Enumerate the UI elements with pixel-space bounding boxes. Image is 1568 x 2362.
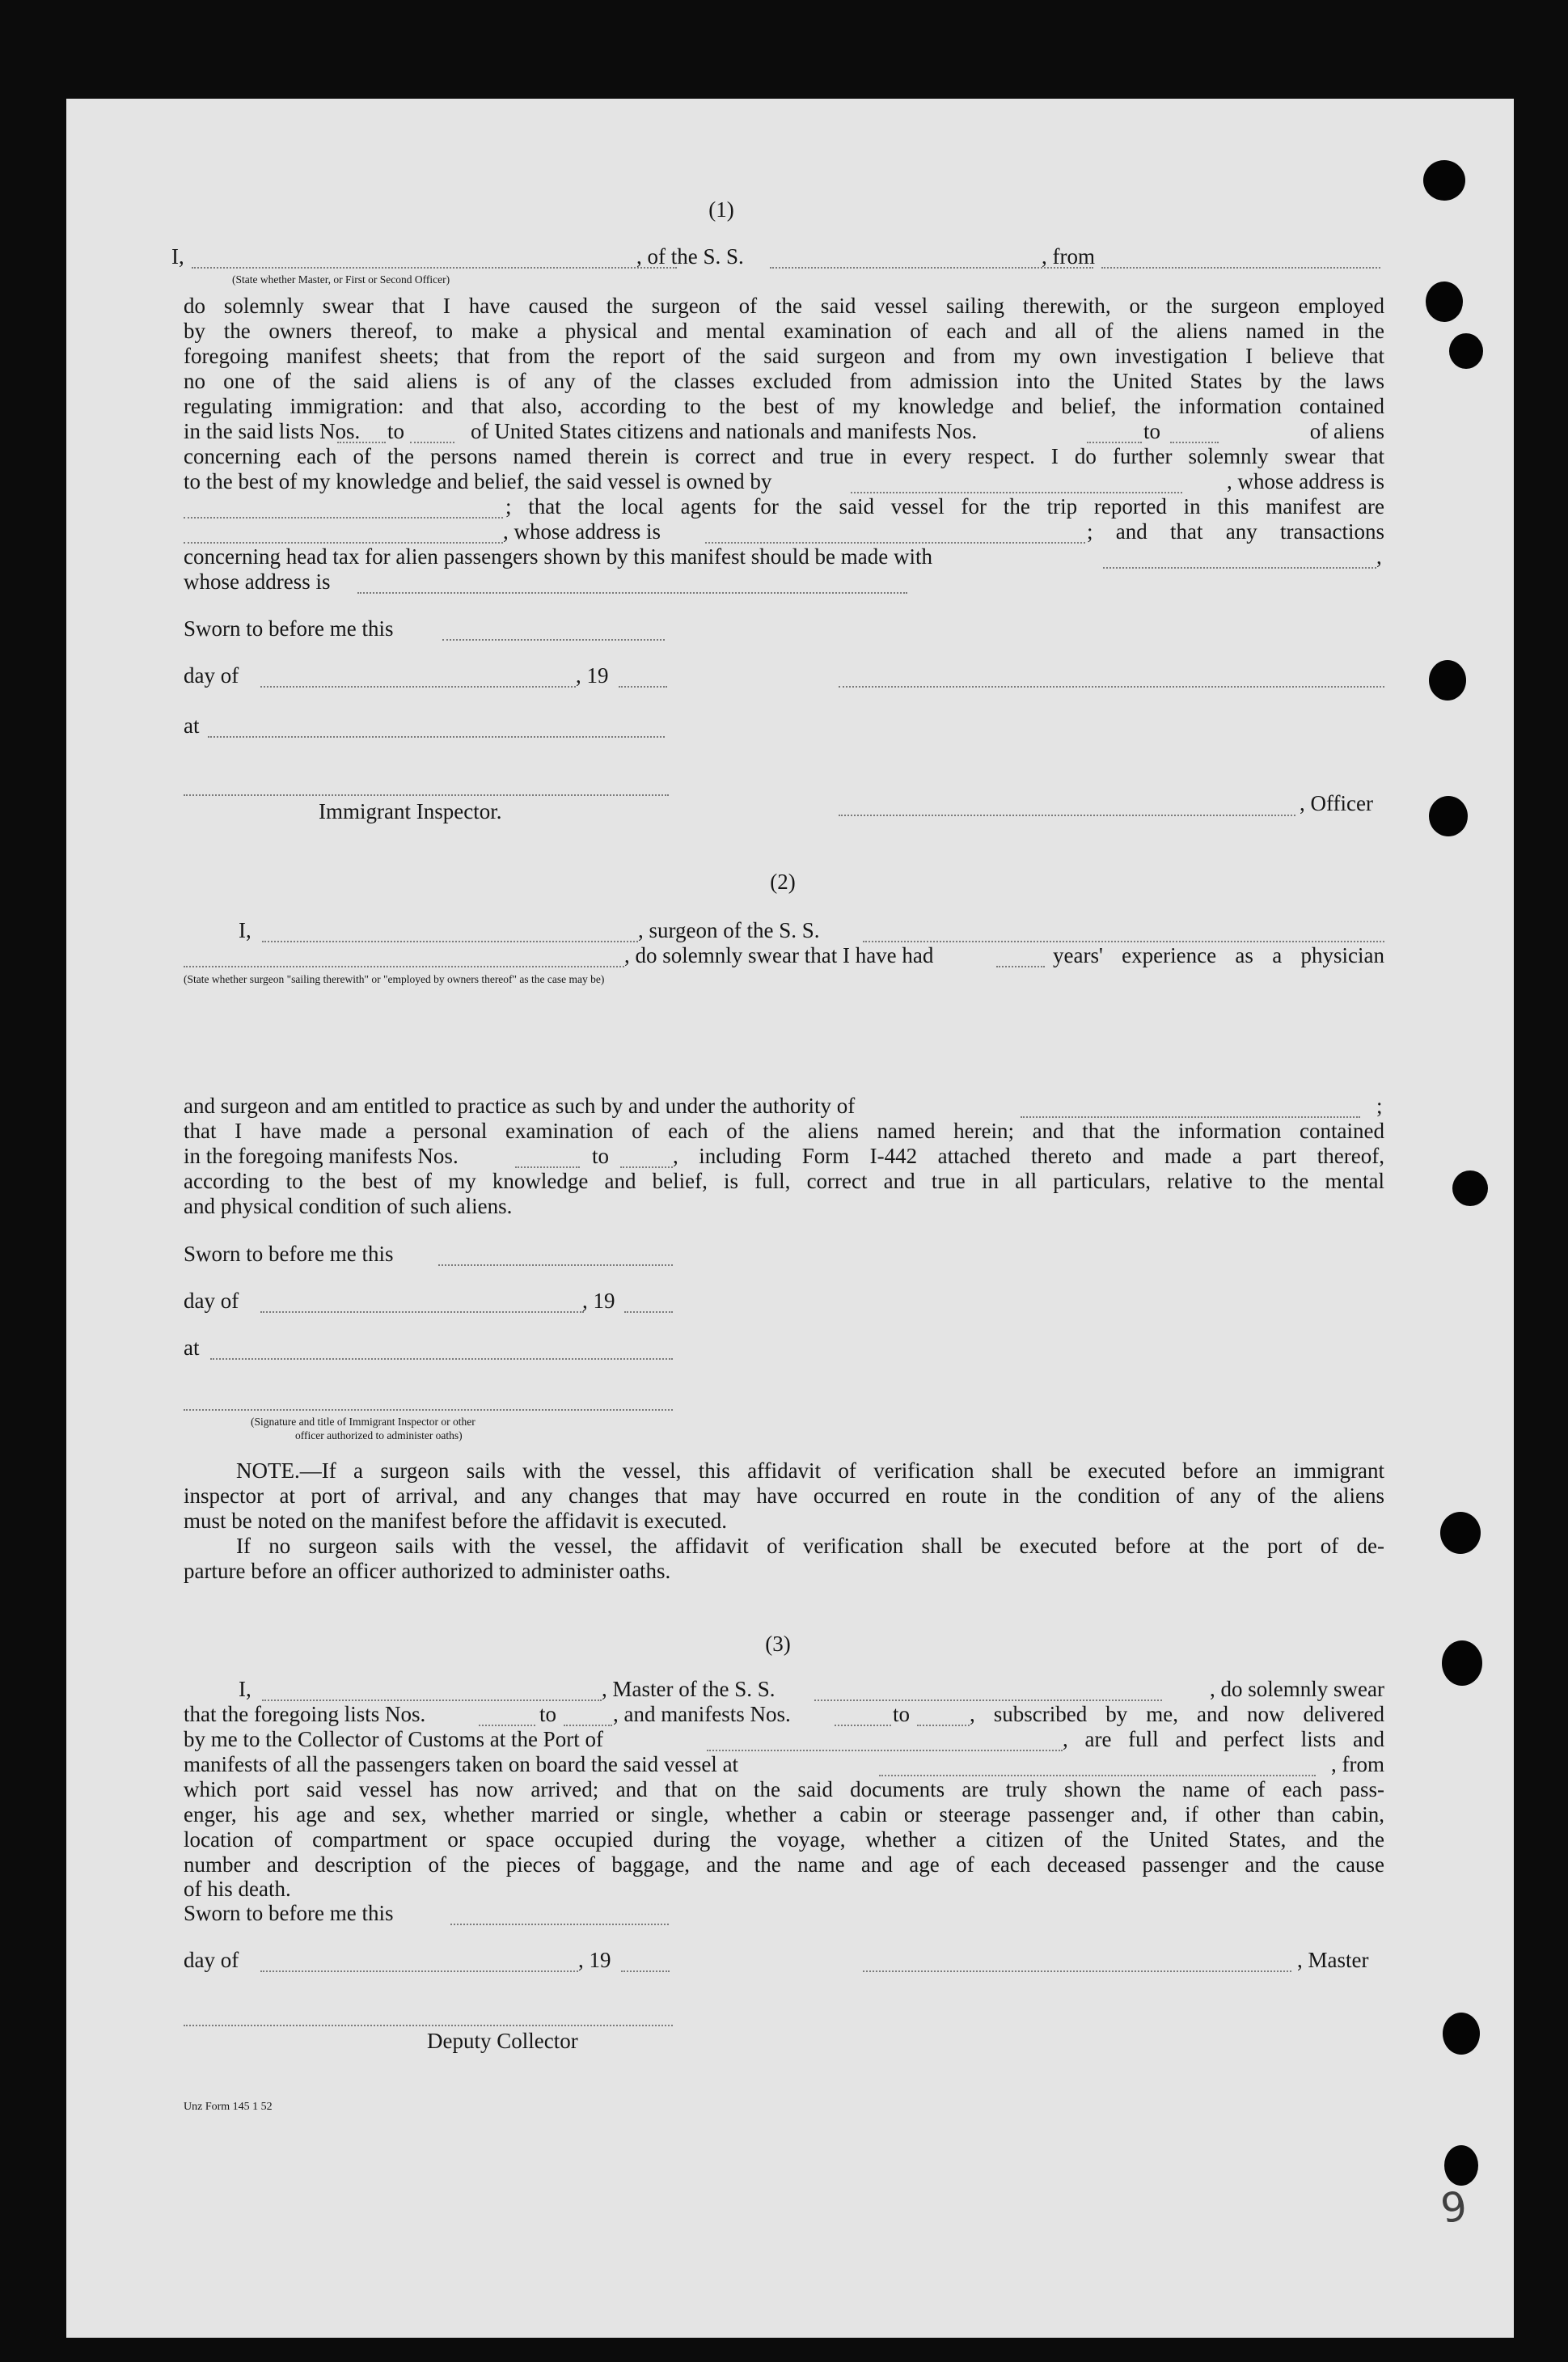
lists-nos-label: in the said lists Nos.	[184, 419, 361, 443]
authority-label: and surgeon and am entitled to practice as such by and under the authority of	[184, 1094, 856, 1118]
note-line-1: NOTE.—If a surgeon sails with the vessel, this affidavit of verification shall be executed before an immigrant	[236, 1458, 1384, 1483]
master-lists-to-label: to	[539, 1702, 557, 1726]
master-manifests-to-line[interactable]	[917, 1725, 970, 1726]
transactions-label: ; and that any transactions	[1087, 519, 1384, 544]
note-line-5: parture before an officer authorized to administer oaths.	[184, 1559, 671, 1583]
years-experience-label: years' experience as a physician	[1053, 943, 1384, 967]
master-name-line[interactable]	[262, 1700, 602, 1701]
officer-label: , Officer	[1300, 791, 1373, 815]
agents-line[interactable]	[184, 542, 503, 544]
manifests-to-line[interactable]	[1170, 442, 1219, 443]
agents-address-label: , whose address is	[503, 519, 661, 544]
section-3-line-5: which port said vessel has now arrived; and that on the said documents are truly shown the name of each pass-	[184, 1777, 1384, 1801]
foregoing-lists-label: that the foregoing lists Nos.	[184, 1702, 426, 1726]
inspector-signature-line-1[interactable]	[184, 794, 669, 796]
surgeon-manifests-to-line[interactable]	[620, 1166, 673, 1168]
sworn-label-1: Sworn to before me this	[184, 616, 394, 641]
punch-hole	[1449, 333, 1483, 369]
master-of-label: , Master of the S. S.	[602, 1677, 776, 1701]
years-line[interactable]	[996, 966, 1045, 967]
year-label-1: , 19	[576, 663, 609, 688]
day-of-line-3[interactable]	[260, 1970, 578, 1972]
note-line-3: must be noted on the manifest before the affidavit is executed.	[184, 1509, 728, 1533]
surgeon-manifests-to-label: to	[592, 1144, 610, 1168]
master-signature-line[interactable]	[863, 1970, 1291, 1972]
section-3-number: (3)	[765, 1632, 791, 1656]
immigrant-inspector-label: Immigrant Inspector.	[319, 799, 502, 823]
master-manifests-to-label: to	[893, 1702, 911, 1726]
deputy-collector-signature-line[interactable]	[184, 2025, 673, 2026]
manifests-to-label: to	[1143, 419, 1161, 443]
section-3-line-9: of his death.	[184, 1877, 291, 1901]
note-line-2: inspector at port of arrival, and any changes that may have occurred en route in the condition of any of the aliens	[184, 1484, 1384, 1508]
master-lists-from-line[interactable]	[479, 1725, 535, 1726]
master-swear-label: , do solemnly swear	[1210, 1677, 1384, 1701]
owner-line[interactable]	[851, 492, 1182, 493]
document-page	[66, 99, 1514, 2338]
from-label: , from	[1042, 244, 1095, 269]
citizens-manifests-label: of United States citizens and nationals and manifests Nos.	[471, 419, 978, 443]
lists-to-line[interactable]	[410, 442, 454, 443]
collector-port-label: by me to the Collector of Customs at the Port of	[184, 1727, 603, 1751]
owned-by-label: to the best of my knowledge and belief, the said vessel is owned by	[184, 469, 772, 493]
master-vessel-line[interactable]	[814, 1700, 1162, 1701]
surgeon-vessel-line[interactable]	[863, 941, 1384, 942]
surgeon-type-note: (State whether surgeon "sailing therewith" or "employed by owners thereof" as the case may be)	[184, 973, 605, 985]
foregoing-manifests-label: in the foregoing manifests Nos.	[184, 1144, 459, 1168]
head-tax-comma: ,	[1376, 544, 1382, 569]
boarding-port-line[interactable]	[879, 1775, 1316, 1776]
signature-note-2: officer authorized to administer oaths)	[295, 1429, 463, 1441]
signature-note-1: (Signature and title of Immigrant Inspector or other	[251, 1416, 475, 1428]
port-line[interactable]	[707, 1750, 1063, 1751]
head-tax-label: concerning head tax for alien passengers shown by this manifest should be made with	[184, 544, 933, 569]
punch-hole	[1440, 1512, 1481, 1554]
year-line-1[interactable]	[619, 686, 667, 688]
section-2-number: (2)	[770, 870, 796, 894]
sworn-label-3: Sworn to before me this	[184, 1901, 394, 1925]
section-1-line-5: regulating immigration: and that also, according to the best of my knowledge and belief, the information contained	[184, 394, 1384, 418]
punch-hole	[1426, 281, 1463, 322]
lists-to-label: to	[387, 419, 405, 443]
punch-hole	[1443, 2013, 1480, 2055]
authority-semicolon: ;	[1376, 1094, 1383, 1118]
section-2-line-4: that I have made a personal examination of each of the aliens named herein; and that the information contained	[184, 1119, 1384, 1143]
and-manifests-label: , and manifests Nos.	[613, 1702, 791, 1726]
master-manifests-from-line[interactable]	[835, 1725, 891, 1726]
owner-address-line[interactable]	[184, 517, 503, 519]
head-tax-address-line[interactable]	[357, 592, 907, 594]
master-lists-to-line[interactable]	[564, 1725, 612, 1726]
note-line-4: If no surgeon sails with the vessel, the affidavit of verification shall be executed before at the port of de-	[236, 1534, 1384, 1558]
agents-address-line[interactable]	[705, 542, 1085, 544]
officer-signature-top-line[interactable]	[839, 686, 1384, 688]
officer-rank-note: (State whether Master, or First or Second Officer)	[232, 273, 450, 286]
surgeon-name-line[interactable]	[262, 941, 638, 942]
punch-hole	[1442, 1640, 1482, 1686]
punch-hole	[1429, 796, 1468, 836]
section-1-line-1: do solemnly swear that I have caused the surgeon of the said vessel sailing therewith, or the surgeon employed	[184, 294, 1384, 318]
master-label: , Master	[1297, 1948, 1369, 1972]
manifests-from-line[interactable]	[1087, 442, 1142, 443]
subscribed-label: , subscribed by me, and now delivered	[970, 1702, 1384, 1726]
section-3-i: I,	[239, 1677, 251, 1701]
full-perfect-label: , are full and perfect lists and	[1063, 1727, 1384, 1751]
authority-line[interactable]	[1021, 1116, 1360, 1118]
whose-address-label: whose address is	[184, 569, 331, 594]
form-code: Unz Form 145 1 52	[184, 2101, 273, 2113]
inspector-signature-line-2[interactable]	[184, 1409, 673, 1411]
from-label-3: , from	[1331, 1752, 1384, 1776]
section-1-line-4: no one of the said aliens is of any of the classes excluded from admission into the United States by the laws	[184, 369, 1384, 393]
solemnly-swear-label: , do solemnly swear that I have had	[624, 943, 934, 967]
of-the-ss-label: , of the S. S.	[636, 244, 744, 269]
deputy-collector-label: Deputy Collector	[427, 2029, 578, 2053]
surgeon-manifests-from-line[interactable]	[515, 1166, 580, 1168]
day-of-label-2: day of	[184, 1289, 239, 1313]
section-2-line-6: according to the best of my knowledge and belief, is full, correct and true in all particulars, relative to the mental	[184, 1169, 1384, 1193]
surgeon-of-label: , surgeon of the S. S.	[638, 918, 820, 942]
local-agents-label: ; that the local agents for the said vessel for the trip reported in this manifest are	[505, 494, 1384, 519]
section-2-i: I,	[239, 918, 251, 942]
from-port-line[interactable]	[1101, 267, 1380, 269]
year-label-3: , 19	[578, 1948, 611, 1972]
year-label-2: , 19	[582, 1289, 615, 1313]
of-aliens-label: of aliens	[1309, 419, 1384, 443]
day-of-line-2[interactable]	[260, 1311, 584, 1313]
punch-hole	[1429, 660, 1466, 701]
sworn-label-2: Sworn to before me this	[184, 1242, 394, 1266]
section-3-line-8: number and description of the pieces of baggage, and the name and age of each deceased passenger and the cause	[184, 1852, 1384, 1877]
section-1-line-7: concerning each of the persons named therein is correct and true in every respect. I do further solemnly swear that	[184, 444, 1384, 468]
taken-on-board-label: manifests of all the passengers taken on board the said vessel at	[184, 1752, 739, 1776]
day-of-label-3: day of	[184, 1948, 239, 1972]
section-1-i: I,	[171, 244, 184, 269]
sworn-date-line-3[interactable]	[450, 1924, 669, 1925]
at-line-1[interactable]	[208, 736, 665, 738]
punch-hole	[1452, 1170, 1488, 1206]
section-1-number: (1)	[708, 197, 734, 222]
section-3-line-7: location of compartment or space occupied during the voyage, whether a citizen of the United States, and the	[184, 1827, 1384, 1852]
officer-name-line[interactable]	[192, 267, 677, 269]
at-line-2[interactable]	[210, 1358, 673, 1360]
day-of-label-1: day of	[184, 663, 239, 688]
section-1-line-3: foregoing manifest sheets; that from the report of the said surgeon and from my own investigation I believe that	[184, 344, 1384, 368]
punch-hole	[1423, 160, 1465, 201]
punch-hole	[1444, 2145, 1478, 2186]
officer-signature-line[interactable]	[839, 815, 1295, 816]
section-1-line-2: by the owners thereof, to make a physical and mental examination of each and all of the aliens named in the	[184, 319, 1384, 343]
year-line-3[interactable]	[621, 1970, 670, 1972]
year-line-2[interactable]	[624, 1311, 673, 1313]
at-label-2: at	[184, 1336, 200, 1360]
owner-address-label: , whose address is	[1227, 469, 1384, 493]
lists-from-line[interactable]	[337, 442, 386, 443]
form-i442-label: , including Form I-442 attached thereto and made a part thereof,	[673, 1144, 1384, 1168]
at-label-1: at	[184, 713, 200, 738]
margin-number: 9	[1438, 2182, 1470, 2233]
section-2-line-7: and physical condition of such aliens.	[184, 1194, 513, 1218]
sworn-date-line-1[interactable]	[442, 639, 665, 641]
sworn-date-line-2[interactable]	[438, 1264, 673, 1266]
surgeon-type-line[interactable]	[184, 966, 624, 967]
head-tax-line[interactable]	[1103, 567, 1376, 569]
day-of-line-1[interactable]	[260, 686, 576, 688]
section-3-line-6: enger, his age and sex, whether married or single, whether a cabin or steerage passenger and, if other than cabin,	[184, 1802, 1384, 1827]
